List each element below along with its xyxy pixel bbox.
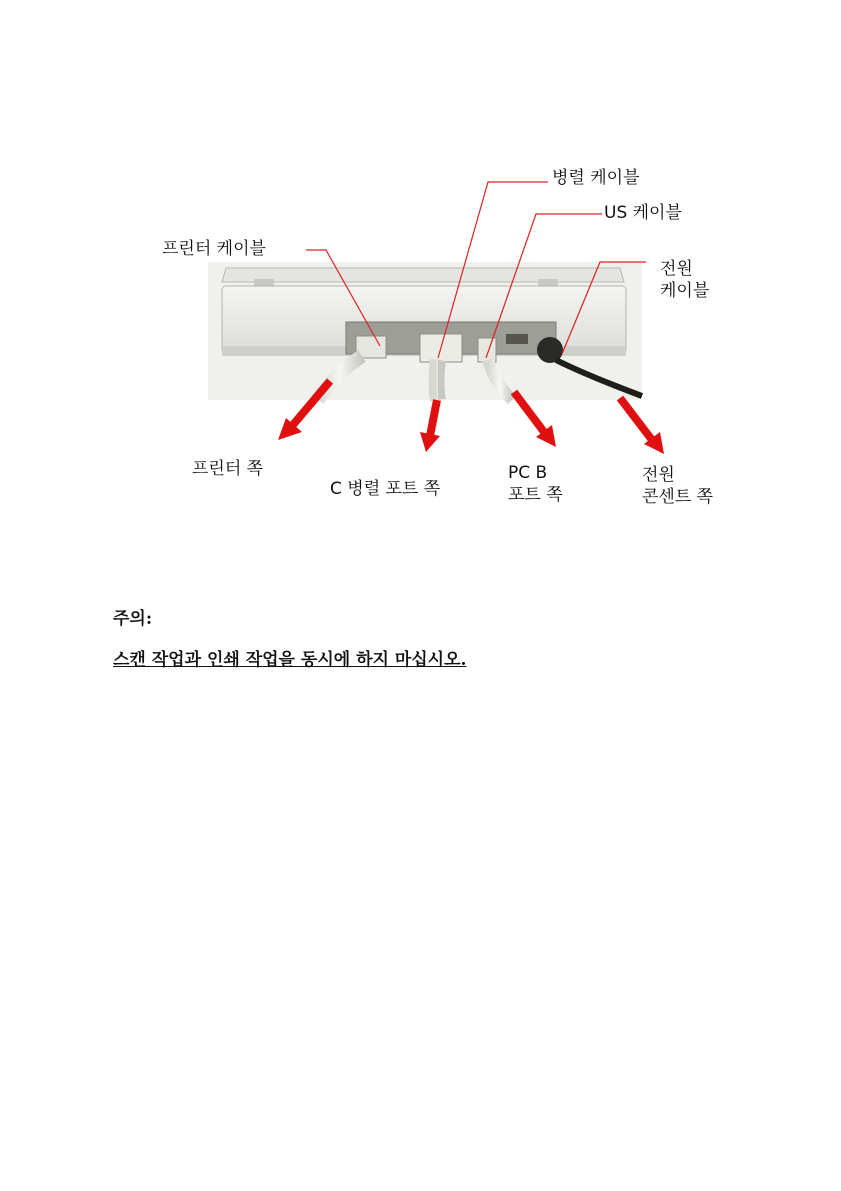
to-outlet-label	[642, 464, 713, 508]
power-cable-label-line1: 전원	[660, 259, 693, 279]
to-pc-usb-label-line2: 포트 쪽	[508, 485, 563, 505]
scanner-connection-diagram	[0, 0, 841, 560]
to-outlet-label-line2: 콘센트 쪽	[642, 487, 714, 507]
usb-cable-label: US 케이블	[604, 203, 682, 223]
note-title: 주의:	[113, 609, 153, 629]
to-pc-parallel-label: C 병렬 포트 쪽	[330, 479, 441, 499]
arrow-to-outlet	[620, 398, 664, 454]
to-printer-label: 프린터 쪽	[192, 459, 264, 479]
to-outlet-label-line1: 전원	[642, 465, 675, 485]
printer-cable-label: 프린터 케이블	[162, 239, 266, 259]
parallel-cable-label: 병렬 케이블	[552, 168, 640, 188]
to-pc-usb-label	[508, 462, 563, 506]
power-cable-label-line2: 케이블	[660, 281, 710, 301]
to-pc-usb-label-line1: PC B	[508, 463, 548, 483]
power-cable-label	[660, 258, 709, 302]
scanner-photo	[208, 262, 642, 400]
note-body: 스캔 작업과 인쇄 작업을 동시에 하지 마십시오.	[113, 650, 467, 670]
arrow-to-pc-parallel	[420, 400, 440, 452]
arrow-to-pc-usb	[514, 392, 556, 447]
